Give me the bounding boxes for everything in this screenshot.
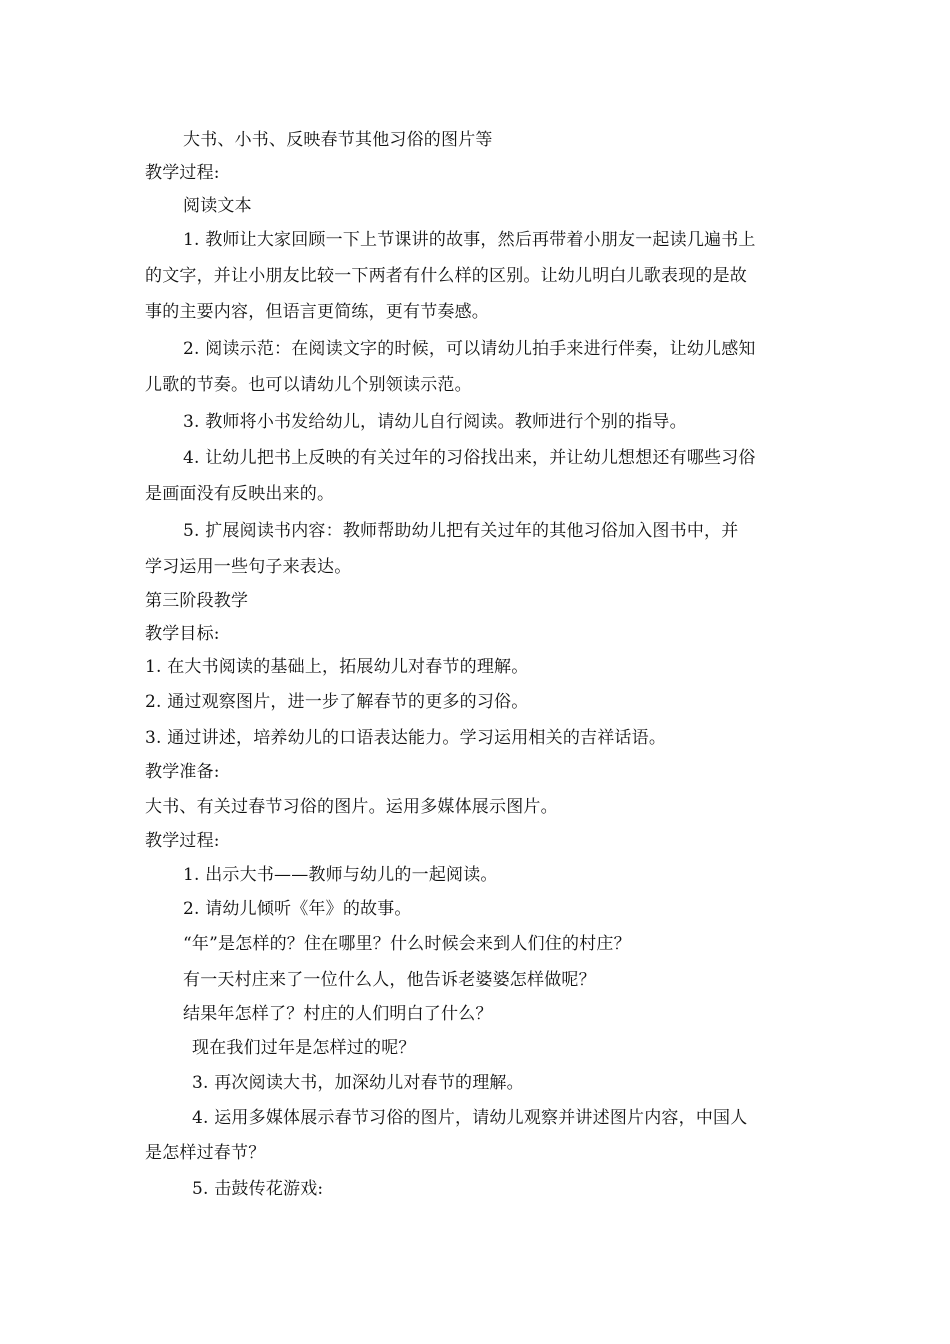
goal-item: 2. 通过观察图片，进一步了解春节的更多的习俗。 bbox=[145, 692, 529, 712]
materials-line: 大书、小书、反映春节其他习俗的图片等 bbox=[183, 130, 493, 150]
question-line: 结果年怎样了？村庄的人们明白了什么？ bbox=[183, 1004, 493, 1024]
paragraph-line: 儿歌的节奏。也可以请幼儿个别领读示范。 bbox=[145, 375, 472, 395]
paragraph-line: 3. 教师将小书发给幼儿，请幼儿自行阅读。教师进行个别的指导。 bbox=[183, 412, 687, 432]
heading-reading-text: 阅读文本 bbox=[183, 196, 252, 216]
heading-teaching-process: 教学过程: bbox=[145, 163, 220, 183]
prep-line: 大书、有关过春节习俗的图片。运用多媒体展示图片。 bbox=[145, 797, 558, 817]
goal-item: 1. 在大书阅读的基础上，拓展幼儿对春节的理解。 bbox=[145, 657, 529, 677]
heading-teaching-goals: 教学目标: bbox=[145, 624, 220, 644]
question-line: 有一天村庄来了一位什么人，他告诉老婆婆怎样做呢？ bbox=[183, 970, 596, 990]
process-step: 3. 再次阅读大书，加深幼儿对春节的理解。 bbox=[192, 1073, 524, 1093]
paragraph-line: 5. 扩展阅读书内容：教师帮助幼儿把有关过年的其他习俗加入图书中，并 bbox=[183, 521, 739, 541]
paragraph-line: 是画面没有反映出来的。 bbox=[145, 484, 335, 504]
question-line: 现在我们过年是怎样过的呢？ bbox=[192, 1038, 416, 1058]
paragraph-line: 4. 让幼儿把书上反映的有关过年的习俗找出来，并让幼儿想想还有哪些习俗 bbox=[183, 448, 756, 468]
heading-teaching-process-2: 教学过程: bbox=[145, 831, 220, 851]
paragraph-line: 事的主要内容，但语言更简练，更有节奏感。 bbox=[145, 302, 489, 322]
process-step-continued: 是怎样过春节？ bbox=[145, 1143, 266, 1163]
paragraph-line: 2. 阅读示范：在阅读文字的时候，可以请幼儿拍手来进行伴奏，让幼儿感知 bbox=[183, 339, 756, 359]
process-step: 4. 运用多媒体展示春节习俗的图片，请幼儿观察并讲述图片内容，中国人 bbox=[192, 1108, 748, 1128]
paragraph-line: 1. 教师让大家回顾一下上节课讲的故事，然后再带着小朋友一起读几遍书上 bbox=[183, 230, 756, 250]
paragraph-line: 学习运用一些句子来表达。 bbox=[145, 557, 352, 577]
process-step: 1. 出示大书——教师与幼儿的一起阅读。 bbox=[183, 865, 498, 885]
paragraph-line: 的文字，并让小朋友比较一下两者有什么样的区别。让幼儿明白儿歌表现的是故 bbox=[145, 266, 747, 286]
goal-item: 3. 通过讲述，培养幼儿的口语表达能力。学习运用相关的吉祥话语。 bbox=[145, 728, 667, 748]
heading-teaching-prep: 教学准备: bbox=[145, 762, 220, 782]
process-step: 5. 击鼓传花游戏: bbox=[192, 1179, 324, 1199]
heading-stage-three: 第三阶段教学 bbox=[145, 591, 249, 611]
process-step: 2. 请幼儿倾听《年》的故事。 bbox=[183, 899, 412, 919]
question-line: “年”是怎样的？住在哪里？什么时候会来到人们住的村庄？ bbox=[183, 934, 631, 954]
